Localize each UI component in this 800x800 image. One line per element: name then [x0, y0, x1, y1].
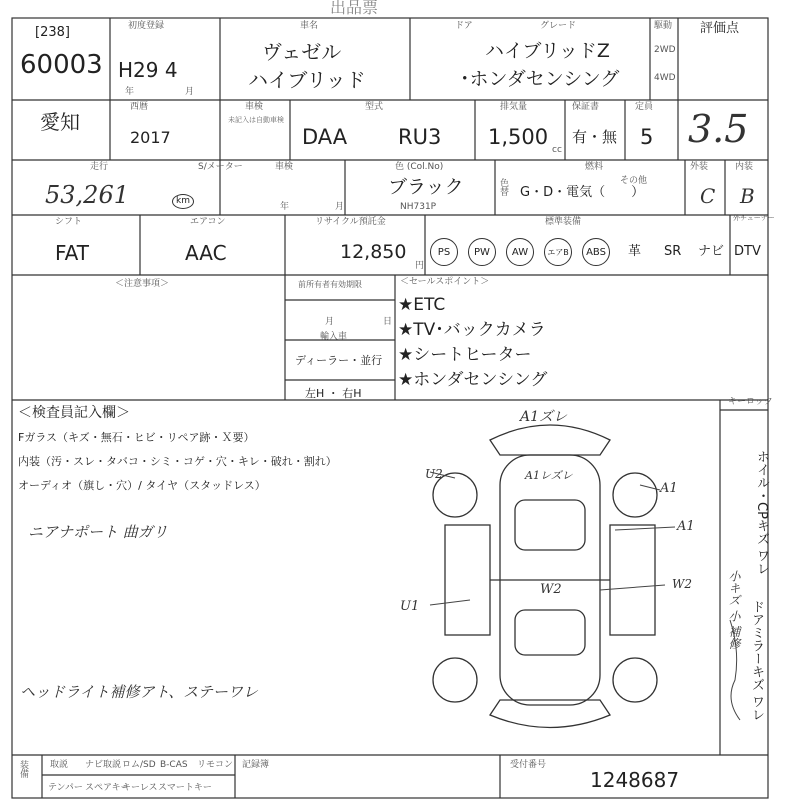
- meter-label: S/メーター: [198, 162, 243, 172]
- shift: FAT: [55, 241, 90, 265]
- inspector-line-glass: Fガラス（キズ・無石・ヒビ・リペア跡・Ｘ要）: [18, 431, 255, 444]
- receipt-label: 受付番号: [510, 760, 547, 770]
- damage-mark: A1ズレ: [520, 409, 568, 425]
- shaken-year: 年: [280, 202, 290, 212]
- equip-pw: PW: [468, 238, 496, 266]
- handwritten-note-2: ヘッドライト補修アト、ステーワレ: [20, 683, 258, 701]
- steering-side: 左H ・ 右H: [305, 387, 362, 400]
- sales-point: ★シートヒーター: [398, 345, 532, 365]
- color-change: 色替: [500, 179, 510, 198]
- equipment-label: 標準装備: [545, 217, 582, 227]
- handwritten-note-1: ニアナポート 曲ガリ: [28, 523, 168, 541]
- equip-airbag: エアB: [544, 238, 572, 266]
- mileage: 53,261: [45, 181, 129, 209]
- inspector-line-audio: オーディオ（旗し・穴）/ タイヤ（スタッドレス）: [18, 479, 266, 492]
- equip-dtv: DTV: [734, 244, 761, 259]
- record-label: 記録簿: [242, 760, 270, 770]
- capacity: 5: [640, 125, 654, 149]
- color-code: NH731P: [400, 202, 437, 212]
- year-unit: 年: [125, 87, 135, 97]
- footer-col: B-CAS: [160, 760, 188, 770]
- color-label: 色 (Col.No): [395, 162, 444, 172]
- yen-unit: 円: [415, 261, 425, 271]
- lot-number: 60003: [20, 50, 103, 80]
- sales-point: ★ETC: [398, 295, 446, 315]
- recycle-fee: 12,850: [340, 241, 407, 263]
- capacity-label: 定員: [635, 102, 654, 112]
- grade-2: ･ホンダセンシング: [460, 68, 620, 90]
- damage-mark: U1: [400, 599, 420, 614]
- caution-label: ＜注意事項＞: [115, 279, 170, 289]
- equip-navi: ナビ: [698, 244, 725, 259]
- side-note-mirror: ドアミラーキズ ワレ: [749, 600, 764, 722]
- car-name-1: ヴェゼル: [262, 40, 342, 64]
- side-note-wheel: ホイル・CPキズ ワレ: [754, 450, 769, 576]
- color: ブラック: [388, 176, 464, 198]
- receipt-number: 1248687: [590, 768, 680, 792]
- footer-col: ナビ取説: [85, 760, 122, 770]
- score-value: 3.5: [688, 107, 749, 151]
- registration-value: H29 4: [118, 58, 178, 82]
- sheet-title: 出品票: [330, 0, 379, 17]
- equip-ps: PS: [430, 238, 458, 266]
- drive-2wd: 2WD: [654, 45, 676, 55]
- import-label: 輸入車: [320, 332, 348, 342]
- type-code: RU3: [398, 125, 442, 149]
- footer-side-label: 装備: [20, 761, 30, 780]
- footer-col2: キーレス: [122, 783, 158, 793]
- recycle-label: リサイクル預託金: [315, 217, 386, 227]
- mileage-unit: km: [172, 194, 194, 209]
- sales-points-label: ＜セールスポイント＞: [400, 277, 490, 287]
- damage-mark: A1: [677, 519, 695, 534]
- model-year-label: 西暦: [130, 102, 149, 112]
- equip-abs: ABS: [582, 238, 610, 266]
- damage-mark: U2: [425, 467, 443, 481]
- maint-month: 月: [325, 317, 335, 327]
- damage-mark: W2: [540, 582, 562, 597]
- inspector-line-interior: 内装（汚・スレ・タバコ・シミ・コゲ・穴・キレ・破れ・割れ）: [18, 455, 337, 468]
- model-year: 2017: [130, 128, 171, 147]
- drive-4wd: 4WD: [654, 73, 676, 83]
- equip-sr: SR: [664, 244, 682, 259]
- inspection-label: 車検: [245, 102, 264, 112]
- displacement: 1,500: [488, 125, 549, 149]
- grade-1: ハイブリッドZ: [485, 40, 610, 62]
- door-label: ドア: [455, 21, 473, 31]
- equip-aw: AW: [506, 238, 534, 266]
- dealer-parallel: ディーラー・並行: [295, 354, 383, 367]
- sales-point: ★ホンダセンシング: [398, 370, 548, 390]
- ac: AAC: [185, 241, 227, 265]
- damage-mark: A1: [660, 481, 678, 496]
- grade-label: グレード: [540, 21, 577, 31]
- interior-label: 内装: [735, 162, 754, 172]
- maintenance-label: 前所有者有効期限: [298, 280, 362, 289]
- maint-day: 日: [383, 317, 393, 327]
- footer-col2: スマートキー: [158, 783, 212, 793]
- region: 愛知: [40, 110, 80, 134]
- footer-col2: スペアキー: [85, 783, 130, 793]
- footer-col: 取説: [50, 760, 69, 770]
- registration-label: 初度登録: [128, 21, 165, 31]
- keylock-label: キーロック: [728, 397, 773, 407]
- drive-label: 駆動: [654, 21, 673, 31]
- warranty: 有・無: [572, 128, 618, 146]
- score-label: 評価点: [700, 21, 740, 36]
- exterior-grade: C: [700, 184, 716, 208]
- car-name-2: ハイブリッド: [248, 68, 366, 92]
- damage-mark: A1レズレ: [525, 469, 573, 482]
- shaken-month: 月: [335, 202, 345, 212]
- fuel-label: 燃料: [585, 162, 604, 172]
- warranty-label: 保証書: [572, 102, 600, 112]
- sales-point: ★TV･バックカメラ: [398, 320, 546, 340]
- type-label: 型式: [365, 102, 384, 112]
- damage-mark: W2: [672, 577, 692, 591]
- month-unit: 月: [185, 87, 195, 97]
- inspector-title: ＜検査員記入欄＞: [18, 405, 130, 421]
- ac-label: エアコン: [190, 217, 226, 227]
- inspection-sub: 未記入は自動車検: [228, 116, 284, 124]
- fuel-other: その他: [620, 176, 648, 186]
- mileage-label: 走行: [90, 162, 109, 172]
- displacement-label: 排気量: [500, 102, 528, 112]
- shift-label: シフト: [55, 217, 83, 227]
- fuel: G・D・電気（ ）: [520, 185, 645, 200]
- lot-label: [238]: [35, 25, 70, 40]
- cc-unit: cc: [552, 145, 562, 155]
- shaken-label: 車検: [275, 162, 294, 172]
- exterior-label: 外装: [690, 162, 709, 172]
- footer-col: リモコン: [197, 760, 234, 770]
- interior-grade: B: [740, 184, 755, 208]
- side-note-scratch: 小キズ 小 補修: [727, 570, 741, 650]
- car-name-label: 車名: [300, 21, 319, 31]
- footer-col: ロム/SD: [122, 760, 156, 770]
- equip-leather: 革: [628, 244, 642, 259]
- type-prefix: DAA: [302, 125, 348, 149]
- footer-col2: テンパー: [48, 783, 83, 793]
- tuner-label: 外チューナー: [733, 214, 775, 222]
